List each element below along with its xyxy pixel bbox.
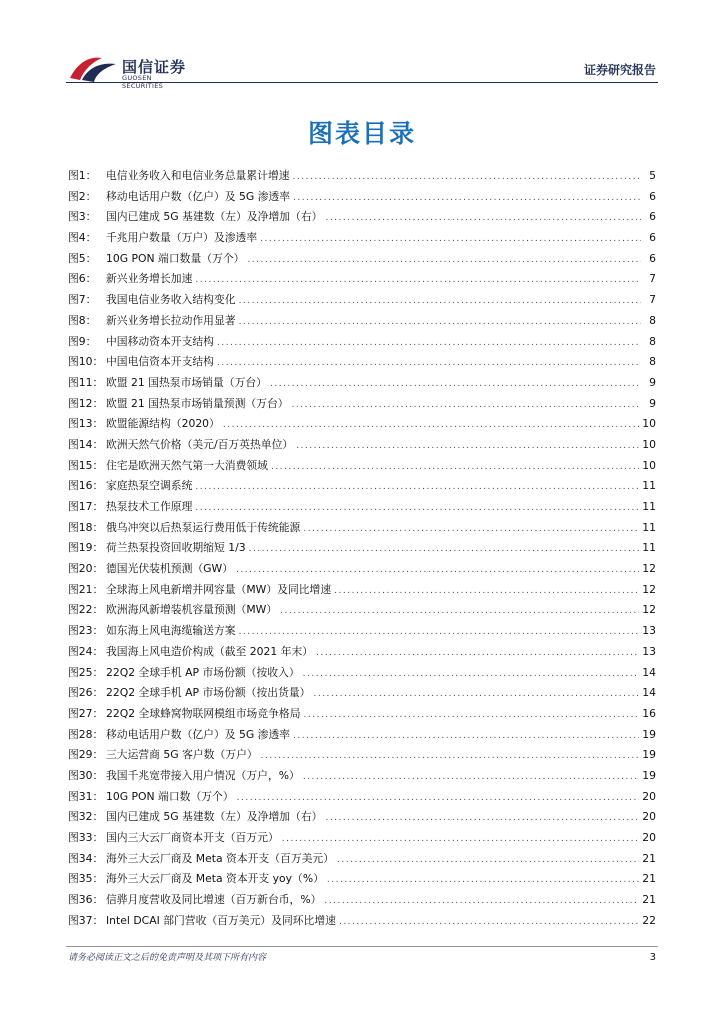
- toc-figure-number: 图35：: [68, 872, 104, 886]
- toc-dot-leader: [247, 255, 641, 265]
- toc-figure-title: 22Q2 全球手机 AP 市场份额（按收入）: [106, 665, 300, 679]
- toc-figure-number: 图33：: [68, 831, 104, 844]
- figure-toc-list: [68, 168, 656, 933]
- toc-entry[interactable]: [68, 789, 656, 810]
- toc-entry[interactable]: [68, 851, 656, 872]
- toc-dot-leader: [327, 875, 639, 885]
- toc-entry[interactable]: [68, 706, 656, 727]
- toc-figure-title: 我国千兆宽带接入用户情况（万户，%）: [106, 768, 300, 782]
- toc-dot-leader: [303, 772, 639, 782]
- toc-entry[interactable]: [68, 251, 656, 272]
- logo-text-cn: 国信证券: [122, 58, 187, 76]
- toc-entry[interactable]: [68, 892, 656, 913]
- toc-dot-leader: [313, 689, 639, 699]
- toc-page-number: 9: [649, 375, 656, 389]
- toc-dot-leader: [280, 606, 639, 616]
- page-header: [0, 0, 724, 90]
- toc-entry[interactable]: [68, 520, 656, 541]
- toc-figure-title: 海外三大云厂商及 Meta 资本开支（百万美元）: [106, 851, 335, 865]
- toc-figure-number: 图14：: [68, 437, 104, 451]
- toc-figure-number: 图4：: [68, 231, 97, 245]
- toc-entry[interactable]: [68, 602, 656, 623]
- toc-entry[interactable]: [68, 334, 656, 355]
- page-number: 3: [649, 952, 656, 963]
- toc-page-number: 20: [642, 810, 656, 824]
- toc-entry[interactable]: [68, 727, 656, 748]
- toc-page-number: 21: [642, 851, 656, 865]
- toc-entry[interactable]: [68, 416, 656, 437]
- toc-dot-leader: [325, 213, 641, 223]
- toc-figure-number: 图16：: [68, 479, 104, 493]
- toc-figure-number: 图15：: [68, 458, 104, 472]
- toc-dot-leader: [316, 648, 639, 658]
- toc-figure-number: 图5：: [68, 251, 97, 265]
- toc-entry[interactable]: [68, 561, 656, 582]
- toc-page-number: 8: [649, 313, 656, 327]
- toc-entry[interactable]: [68, 478, 656, 499]
- toc-figure-title: 22Q2 全球蜂窝物联网模组市场竞争格局: [106, 706, 301, 720]
- toc-page-number: 6: [649, 189, 656, 203]
- toc-entry[interactable]: [68, 292, 656, 313]
- toc-dot-leader: [293, 731, 639, 741]
- toc-figure-number: 图34：: [68, 851, 104, 865]
- toc-dot-leader: [293, 193, 641, 203]
- toc-dot-leader: [239, 317, 641, 327]
- toc-figure-number: 图27：: [68, 706, 104, 720]
- toc-figure-title: 我国电信业务收入结构变化: [106, 293, 236, 307]
- toc-figure-title: 荷兰热泵投资回收期缩短 1/3: [106, 541, 246, 555]
- toc-page-number: 7: [649, 293, 656, 307]
- guosen-logo-mark-icon: [68, 52, 120, 82]
- toc-figure-title: 欧盟 21 国热泵市场销量预测（万台）: [106, 396, 289, 410]
- toc-figure-number: 图12：: [68, 396, 104, 410]
- toc-page-number: 6: [649, 251, 656, 265]
- toc-entry[interactable]: [68, 913, 656, 934]
- guosen-logo: [68, 52, 188, 90]
- toc-entry[interactable]: [68, 768, 656, 789]
- header-divider: [66, 82, 658, 83]
- toc-figure-title: 欧洲海风新增装机容量预测（MW）: [106, 603, 278, 617]
- logo-text-en: GUOSEN SECURITIES: [122, 74, 164, 90]
- toc-dot-leader: [239, 296, 641, 306]
- toc-page-number: 13: [642, 644, 656, 658]
- toc-dot-leader: [237, 793, 640, 803]
- toc-page-number: 14: [642, 686, 656, 700]
- toc-page-number: 11: [642, 520, 656, 534]
- toc-figure-number: 图26：: [68, 686, 104, 700]
- toc-entry[interactable]: [68, 623, 656, 644]
- toc-figure-number: 图11：: [68, 375, 104, 389]
- toc-page-number: 6: [649, 210, 656, 224]
- toc-page-number: 19: [642, 748, 656, 762]
- toc-page-number: 7: [649, 272, 656, 286]
- footer-disclaimer: 请务必阅读正文之后的免责声明及其项下所有内容: [68, 953, 267, 963]
- toc-dot-leader: [337, 855, 639, 865]
- toc-dot-leader: [282, 834, 640, 844]
- toc-entry[interactable]: [68, 375, 656, 396]
- toc-dot-leader: [292, 400, 641, 410]
- toc-dot-leader: [217, 338, 641, 348]
- toc-entry[interactable]: [68, 644, 656, 665]
- toc-figure-title: 移动电话用户数（亿户）及 5G 渗透率: [106, 189, 291, 203]
- toc-page-number: 20: [642, 789, 656, 803]
- toc-entry[interactable]: [68, 582, 656, 603]
- toc-figure-number: 图18：: [68, 520, 104, 534]
- toc-entry[interactable]: [68, 540, 656, 561]
- toc-dot-leader: [195, 503, 639, 513]
- toc-figure-number: 图32：: [68, 810, 104, 824]
- toc-page-number: 14: [642, 665, 656, 679]
- toc-page-number: 19: [642, 768, 656, 782]
- toc-page-number: 6: [649, 231, 656, 245]
- toc-dot-leader: [296, 441, 639, 451]
- toc-figure-title: 新兴业务增长加速: [106, 272, 193, 286]
- toc-figure-title: 住宅是欧洲天然气第一大消费领域: [106, 458, 268, 472]
- toc-figure-number: 图10：: [68, 355, 104, 369]
- toc-entry[interactable]: [68, 685, 656, 706]
- toc-dot-leader: [325, 813, 639, 823]
- toc-dot-leader: [260, 234, 641, 244]
- toc-dot-leader: [304, 710, 640, 720]
- report-type-label: 证券研究报告: [583, 63, 656, 77]
- toc-entry[interactable]: [68, 396, 656, 417]
- toc-page-number: 12: [642, 562, 656, 576]
- toc-dot-leader: [223, 420, 639, 430]
- toc-figure-number: 图29：: [68, 748, 104, 762]
- toc-dot-leader: [249, 544, 640, 554]
- toc-figure-title: 欧盟 21 国热泵市场销量（万台）: [106, 375, 267, 389]
- toc-figure-number: 图3：: [68, 210, 97, 224]
- toc-figure-title: 家庭热泵空调系统: [106, 479, 193, 493]
- toc-entry[interactable]: [68, 230, 656, 251]
- toc-figure-title: 10G PON 端口数（万个）: [106, 789, 234, 803]
- toc-page-number: 8: [649, 355, 656, 369]
- toc-entry[interactable]: [68, 437, 656, 458]
- toc-figure-number: 图13：: [68, 417, 104, 431]
- toc-dot-leader: [261, 751, 640, 761]
- toc-figure-number: 图2：: [68, 189, 97, 203]
- toc-figure-number: 图30：: [68, 768, 104, 782]
- toc-figure-title: 新兴业务增长拉动作用显著: [106, 313, 236, 327]
- toc-figure-title: 如东海上风电海缆输送方案: [106, 624, 236, 638]
- toc-entry[interactable]: [68, 830, 656, 851]
- toc-figure-number: 图22：: [68, 603, 104, 617]
- toc-page-number: 21: [642, 872, 656, 886]
- toc-entry[interactable]: [68, 189, 656, 210]
- toc-figure-number: 图21：: [68, 582, 104, 596]
- toc-figure-number: 图1：: [68, 169, 97, 182]
- toc-entry[interactable]: [68, 209, 656, 230]
- toc-figure-title: 我国海上风电造价构成（截至 2021 年末）: [106, 644, 314, 658]
- toc-entry[interactable]: [68, 313, 656, 334]
- toc-figure-title: 三大运营商 5G 客户数（万户）: [106, 748, 258, 762]
- toc-figure-number: 图7：: [68, 293, 97, 307]
- toc-page-number: 9: [649, 396, 656, 410]
- toc-dot-leader: [303, 669, 640, 679]
- toc-dot-leader: [324, 896, 639, 906]
- toc-figure-number: 图31：: [68, 789, 104, 803]
- toc-entry[interactable]: [68, 354, 656, 375]
- toc-page-number: 22: [642, 913, 656, 927]
- toc-figure-title: 10G PON 端口数量（万个）: [106, 251, 245, 265]
- toc-figure-title: 全球海上风电新增并网容量（MW）及同比增速: [106, 582, 332, 596]
- toc-page-number: 12: [642, 582, 656, 596]
- toc-entry[interactable]: [68, 499, 656, 520]
- toc-figure-number: 图37：: [68, 913, 104, 927]
- toc-figure-title: 电信业务收入和电信业务总量累计增速: [106, 169, 290, 182]
- toc-figure-title: 热泵技术工作原理: [106, 500, 193, 513]
- toc-figure-number: 图20：: [68, 562, 104, 576]
- toc-figure-title: 中国电信资本开支结构: [106, 355, 214, 369]
- toc-page-number: 5: [649, 169, 656, 182]
- toc-dot-leader: [271, 462, 639, 472]
- toc-page-number: 20: [642, 831, 656, 844]
- toc-page-number: 16: [642, 706, 656, 720]
- toc-dot-leader: [239, 627, 640, 637]
- toc-figure-number: 图8：: [68, 313, 97, 327]
- toc-page-number: 11: [642, 479, 656, 493]
- toc-figure-title: 信骅月度营收及同比增速（百万新台币，%）: [106, 893, 322, 907]
- toc-figure-title: Intel DCAI 部门营收（百万美元）及同环比增速: [106, 913, 336, 927]
- toc-figure-number: 图23：: [68, 624, 104, 638]
- toc-figure-title: 海外三大云厂商及 Meta 资本开支 yoy（%）: [106, 872, 324, 886]
- toc-page-number: 8: [649, 334, 656, 348]
- toc-page-number: 12: [642, 603, 656, 617]
- toc-figure-title: 欧洲天然气价格（美元/百万英热单位）: [106, 437, 294, 451]
- toc-entry[interactable]: [68, 271, 656, 292]
- toc-dot-leader: [236, 565, 639, 575]
- toc-figure-number: 图25：: [68, 665, 104, 679]
- toc-page-number: 10: [642, 417, 656, 431]
- toc-figure-title: 国内已建成 5G 基建数（左）及净增加（右）: [106, 210, 323, 224]
- toc-page-number: 19: [642, 727, 656, 741]
- toc-entry[interactable]: [68, 747, 656, 768]
- toc-figure-title: 中国移动资本开支结构: [106, 334, 214, 348]
- toc-entry[interactable]: [68, 458, 656, 479]
- toc-dot-leader: [339, 917, 639, 927]
- toc-page-number: 11: [642, 500, 656, 513]
- toc-page-number: 21: [642, 893, 656, 907]
- toc-page-number: 13: [642, 624, 656, 638]
- toc-figure-number: 图28：: [68, 727, 104, 741]
- toc-figure-title: 德国光伏装机预测（GW）: [106, 562, 234, 576]
- toc-dot-leader: [217, 358, 641, 368]
- toc-figure-number: 图24：: [68, 644, 104, 658]
- page-title: 图表目录: [307, 119, 416, 148]
- toc-dot-leader: [195, 275, 641, 285]
- toc-figure-number: 图17：: [68, 500, 104, 513]
- toc-figure-number: 图9：: [68, 334, 97, 348]
- toc-figure-title: 22Q2 全球手机 AP 市场份额（按出货量）: [106, 686, 311, 700]
- toc-dot-leader: [334, 586, 639, 596]
- toc-figure-title: 移动电话用户数（亿户）及 5G 渗透率: [106, 727, 291, 741]
- toc-entry[interactable]: [68, 168, 656, 189]
- toc-page-number: 10: [642, 458, 656, 472]
- toc-dot-leader: [293, 172, 641, 182]
- toc-page-number: 11: [642, 541, 656, 555]
- toc-dot-leader: [195, 482, 639, 492]
- toc-entry[interactable]: [68, 809, 656, 830]
- toc-dot-leader: [303, 524, 639, 534]
- toc-figure-title: 国内三大云厂商资本开支（百万元）: [106, 831, 279, 844]
- toc-page-number: 10: [642, 437, 656, 451]
- toc-figure-number: 图19：: [68, 541, 104, 555]
- toc-figure-title: 俄乌冲突以后热泵运行费用低于传统能源: [106, 520, 301, 534]
- toc-entry[interactable]: [68, 871, 656, 892]
- toc-figure-title: 国内已建成 5G 基建数（左）及净增加（右）: [106, 810, 323, 824]
- toc-figure-number: 图6：: [68, 272, 97, 286]
- toc-figure-title: 千兆用户数量（万户）及渗透率: [106, 231, 258, 245]
- toc-figure-title: 欧盟能源结构（2020）: [106, 417, 220, 431]
- footer-divider: [66, 946, 658, 947]
- toc-entry[interactable]: [68, 665, 656, 686]
- toc-figure-number: 图36：: [68, 893, 104, 907]
- toc-dot-leader: [270, 379, 641, 389]
